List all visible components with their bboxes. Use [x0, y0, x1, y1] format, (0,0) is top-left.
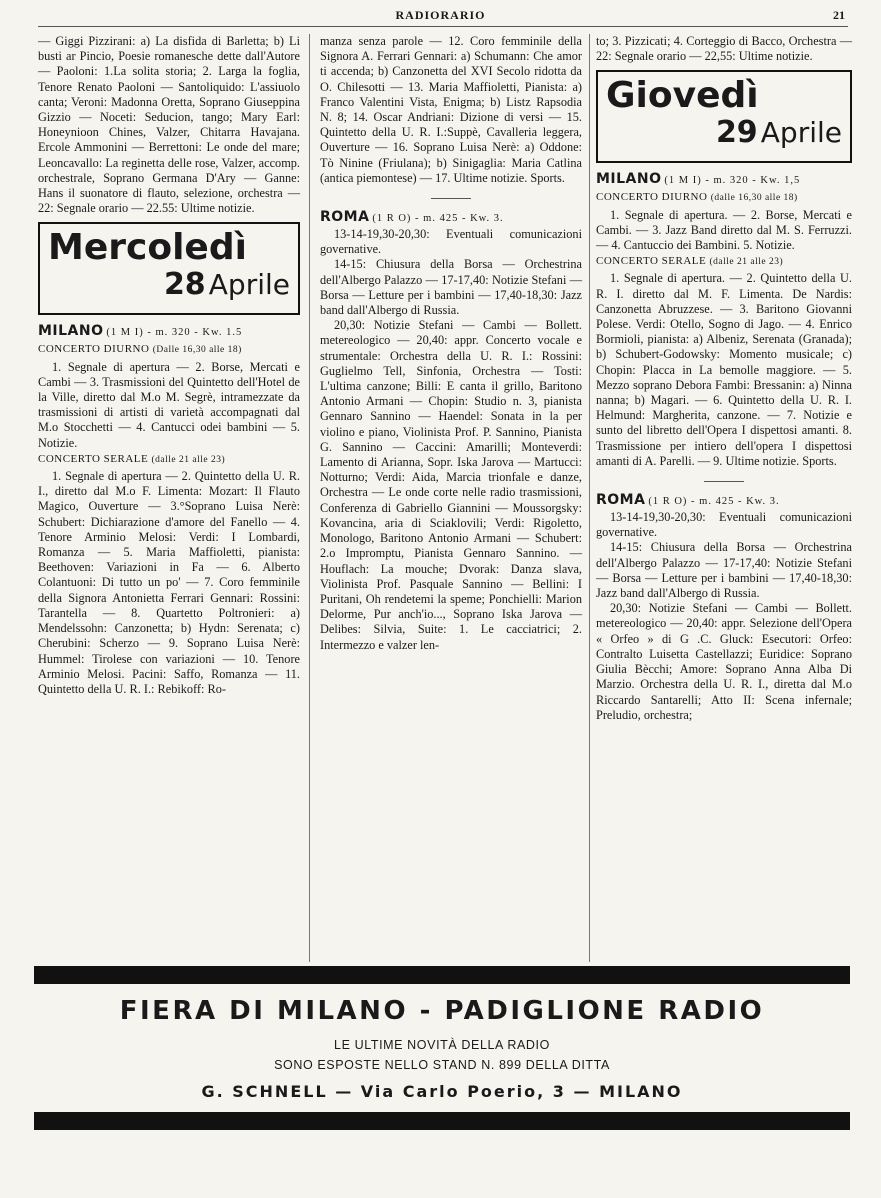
ad-line: SONO ESPOSTE NELLO STAND N. 899 DELLA DITTA	[274, 1058, 610, 1072]
station-name: ROMA	[320, 209, 370, 226]
column-divider	[309, 34, 310, 962]
ad-top-bar	[34, 966, 850, 984]
program-text: manza senza parole — 12. Coro femminile della Signora A. Ferrari Gennari: a) Schumann: Che amor ti accenda; b) Canzonetta del XVI Secolo ridotta da O. Chilesotti — 13. Maria Maffioletti, Pianista: a) Franco Valentini Vista, Enigma; b) Listz Rapsodia N. 8; 14. Oscar Andriani: Dizione di versi — 15. Quintetto della U. R. I.:Suppè, Cavalleria leggera, Ouverture — 16. Soprano Luisa Nerè: a) Oddone: Tò Ninine (Friulana); b) Sinigaglia: Maria Catlina (antica piemontese) — 17. Ultime notizie. Sports.	[320, 34, 582, 185]
station-heading	[38, 323, 300, 341]
column-left	[38, 34, 300, 697]
program-text: 13-14-19,30-20,30: Eventuali comunicazioni governative.	[320, 227, 582, 257]
section-heading	[596, 190, 852, 206]
header-rule	[38, 26, 848, 27]
page-number: 21	[833, 8, 845, 22]
column-right	[596, 34, 852, 723]
column-middle	[320, 34, 582, 653]
section-title: CONCERTO SERALE	[38, 452, 149, 465]
program-text: 1. Segnale di apertura. — 2. Borse, Mercati e Cambi. — 3. Jazz Band diretto dal M. S. Ferruzzi. — 4. Cantuccio dei Bambini. 5. Notizie.	[596, 207, 852, 253]
section-heading	[38, 342, 300, 358]
station-details: (1 R O) - m. 425 - Kw. 3.	[372, 213, 504, 225]
station-heading	[596, 492, 852, 510]
separator-rule	[704, 481, 744, 482]
program-text: 20,30: Notizie Stefani — Cambi — Bollett. metereologico — 20,40: appr. Concerto vocale e strumentale: Orchestra della U. R. I.: Rossini: Guglielmo Tell, Sinfonia, Orchestra — Tosti: L'ultima canzone; Billi: E canta il grillo, Baritono Antonio Armani — Chopin: Studio n. 3, pianista Gennaro Sannino — Haendel: Sonata in la per violino e piano, Violinista Prof. P. Sannino, Pianista G. Sannino — Caccini: Amarilli; Monteverdi: Lamento di Arianna, Sopr. Iska Jarova — Martucci: Notturno; Verdi: Aida, Marcia trionfale e danze, Orchestra — Le onde corte nelle radio trasmissioni, Conferenza di Gabriello Giannini — Moussorgsky: Kovancina, aria di Sciaklovili; Verdi: Rigoletto, Monologo, Baritono Antonio Armani — Schubert: 2.o Impromptu, Pianista Gennaro Sannino. — Houflach: La mouche; Dvorak: Danza slava, Violinista Prof. Pasquale Sannino — Bellini: I Puritani, Oh rendetemi la speme; Ponchielli: Marion Delorme, Pur anch'io..., Soprano Iska Jarova — Delibes: Silvia, Suite: 1. Le cacciatrici; 2. Intermezzo e valzer len-	[320, 318, 582, 652]
section-heading	[596, 254, 852, 270]
program-text: 14-15: Chiusura della Borsa — Orchestrina dell'Albergo Palazzo — 17-17,40: Notizie Stefani — Borsa — Letture per i bambini — 17,40-18,30: Jazz band dall'Albergo di Russia.	[320, 257, 582, 318]
station-heading	[596, 171, 852, 189]
day-number: 29	[715, 115, 758, 151]
day-month: Aprile	[208, 268, 290, 302]
station-details: (1 M I) - m. 320 - Kw. 1.5	[106, 327, 243, 339]
separator-rule	[431, 198, 471, 199]
station-name: MILANO	[596, 171, 662, 188]
day-heading-box	[596, 70, 852, 163]
section-title: CONCERTO DIURNO	[38, 343, 150, 356]
section-times: (dalle 21 alle 23)	[151, 454, 226, 465]
program-text: 1. Segnale di apertura. — 2. Quintetto della U. R. I. diretto dal M. F. Limenta. De Nardis: Canzonetta Abruzzese. — 3. Baritono Giovanni Polese. Verdi: Otello, Sogno di Jago. — 4. Enrico Bormioli, pianista: a) Albeniz, Serenata (Granada); b) Schubert-Godowsky: Momento musicale; c) Chopin: Placca in La bemolle maggiore. — 5. Mezzo soprano Debora Fambi: Bressanin: a) Ninna nanna; b) Magari. — 6. Quintetto della U. R. I. Helmund: Margherita, canzone. — 7. Notizie e sunto del libretto dell'Opera I dispettosi amanti. 8. Trasmissione per intiero dell'opera I dispettosi amanti di A. Parelli. — 9. Ultime notizie. Sports.	[596, 271, 852, 468]
day-number: 28	[163, 267, 206, 303]
program-text: 1. Segnale di apertura — 2. Quintetto della U. R. I., diretto dal M.o F. Limenta: Mozart: Il Flauto Magico, Ouverture — 3.°Soprano Luisa Nerè: Schubert: Dichiarazione d'amore del Fanello — 4. Tenore Arminio Melosi: Verdi: I Lombardi, Romanza — 5. Maria Maffioletti, pianista: Beethoven: Variazioni in Fa — 6. Alberto Colantuoni: Di tutto un po' — 7. Coro femminile della Signora Antonietta Ferrari Gennari: Rossini: Tarantella — 8. Quartetto Poltronieri: a) Mendelssohn: Canzonetta; b) Hydn: Serenata; c) Cherubini: Scherzo — 9. Soprano Luisa Nerè: Hummel: Tirolese con variazioni — 10. Tenore Arminio Melosi. Pacini: Saffo, Romanza — 11. Quintetto della U. R. I.: Rebikoff: Ro-	[38, 469, 300, 696]
station-name: MILANO	[38, 323, 104, 340]
program-text: 20,30: Notizie Stefani — Cambi — Bollett. metereologico — 20,40: appr. Selezione dell'Opera « Orfeo » di G .C. Gluck: Esecutori: Orfeo: Contralto Luisetta Castellazzi; Euridice: Soprano Giulia Bècchi; Amore: Soprano Anna Alba Di Marzio. Orchestra della U. R. I., diretta dal M.o Riccardo Santarelli; Atto II: Scena infernale; Preludio, orchestra;	[596, 601, 852, 722]
day-month: Aprile	[760, 116, 842, 150]
section-heading	[38, 452, 300, 468]
day-name: Giovedì	[606, 75, 759, 117]
ad-line: LE ULTIME NOVITÀ DELLA RADIO	[334, 1038, 550, 1052]
section-title: CONCERTO DIURNO	[596, 191, 708, 204]
day-heading-box	[38, 222, 300, 315]
column-divider	[589, 34, 590, 962]
station-heading	[320, 209, 582, 227]
day-date	[606, 116, 842, 155]
program-text: to; 3. Pizzicati; 4. Corteggio di Bacco, Orchestra — 22: Segnale orario — 22,55: Ultime notizie.	[596, 34, 852, 64]
day-name: Mercoledì	[48, 227, 247, 269]
station-details: (1 R O) - m. 425 - Kw. 3.	[648, 496, 780, 508]
ad-title: FIERA DI MILANO - PADIGLIONE RADIO	[119, 996, 765, 1026]
program-text: 1. Segnale di apertura — 2. Borse, Mercati e Cambi — 3. Trasmissioni del Quintetto dell'Hotel de la Ville, diretto dal M.o M. Segrè, intramezzate da trasmissioni di artisti di varietà accompagnati dal M.o Stocchetti — 4. Cantucci odei bambini — 5. Notizie.	[38, 359, 300, 450]
station-name: ROMA	[596, 492, 646, 509]
section-title: CONCERTO SERALE	[596, 255, 707, 268]
program-text: 14-15: Chiusura della Borsa — Orchestrina dell'Albergo Palazzo — 17-17,40: Notizie Stefani — Borsa — Letture per i bambini — 17,40-18,30: Jazz band dall'Albergo di Russia.	[596, 540, 852, 601]
ad-bottom-bar	[34, 1112, 850, 1130]
section-times: (dalle 16,30 alle 18)	[710, 193, 798, 204]
program-text: — Giggi Pizzirani: a) La disfida di Barletta; b) Li busti ar Pincio, Poesie romanesche dette dall'Autore — Paoloni: 1.La solita storia; 2. Larga la foglia, Tenore Renato Paoloni — Santoliquido: L'assiuolo canta; Veroni: Madonna Oretta, Soprano Giuseppina Gizzio — Noceti: Seducion, tango; Mary Earl: Honeynioon Chines, Valzer, Chitarra Havajana. Ercole Ammonini — Berrettoni: Le onde del mare; Leoncavallo: La reginetta delle rose, Valzer, accomp. orchestrale, Soprano Germana D'Ary — Ganne: Hans il suonatore di flauto, selezione, orchestra — 22: Segnale orario — 22.55: Ultime notizie.	[38, 34, 300, 216]
section-times: (dalle 21 alle 23)	[709, 257, 784, 268]
running-header-title: RADIORARIO	[395, 8, 486, 22]
section-times: (Dalle 16,30 alle 18)	[152, 345, 242, 356]
program-text: 13-14-19,30-20,30: Eventuali comunicazioni governative.	[596, 510, 852, 540]
station-details: (1 M I) - m. 320 - Kw. 1,5	[664, 175, 801, 187]
day-date	[48, 268, 290, 307]
ad-address: G. SCHNELL — Via Carlo Poerio, 3 — MILANO	[201, 1082, 683, 1101]
